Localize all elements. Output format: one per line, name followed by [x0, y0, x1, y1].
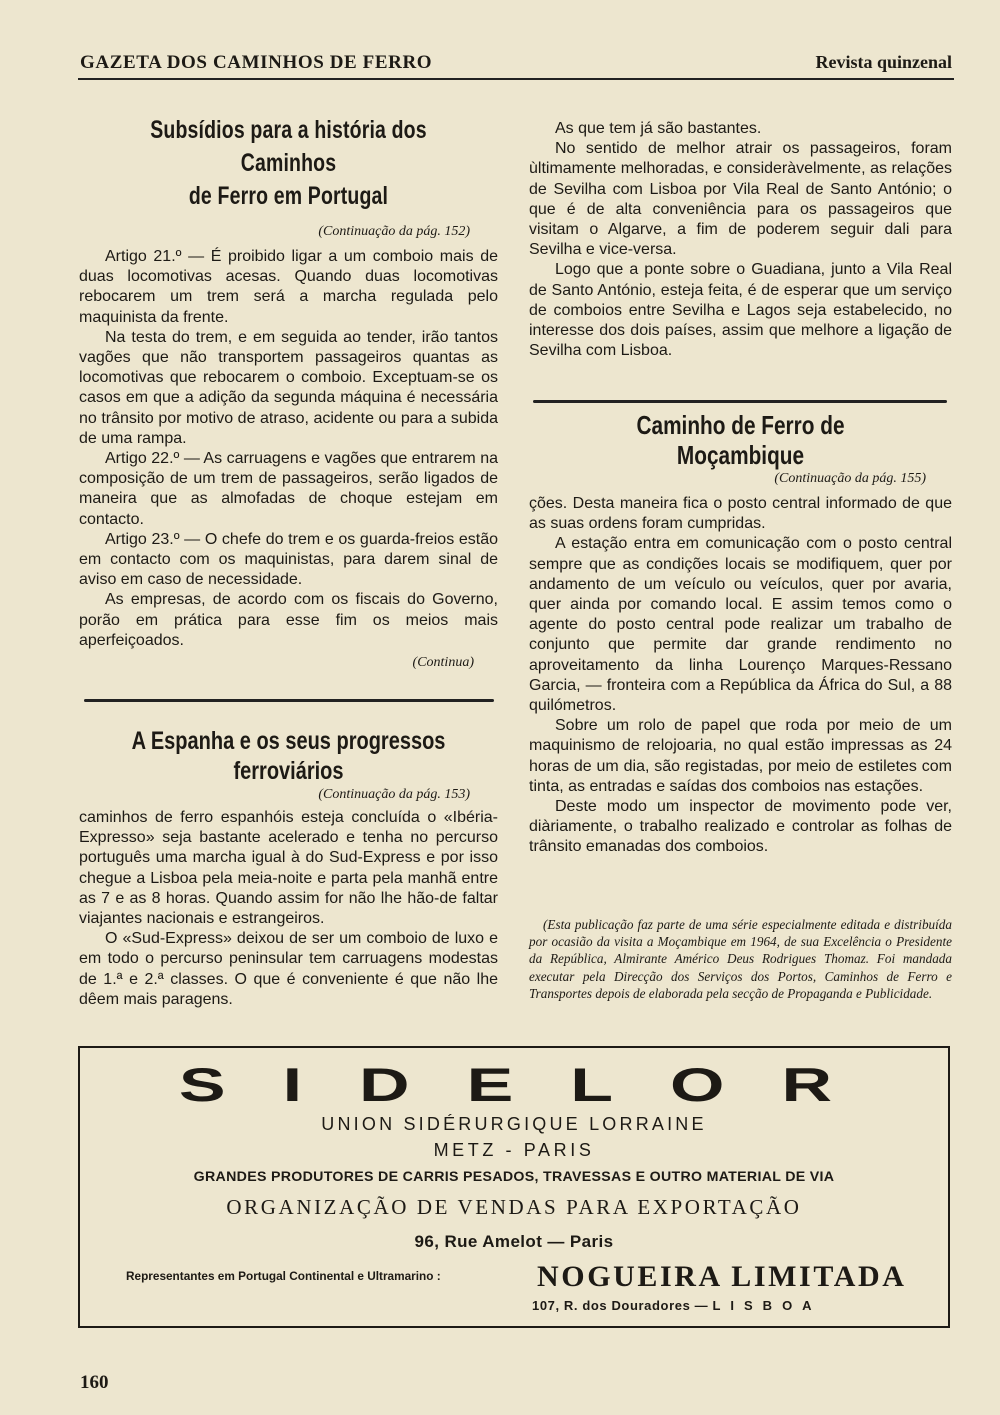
publication-note [529, 916, 952, 1002]
ad-products: GRANDES PRODUTORES DE CARRIS PESADOS, TRAVESSAS E OUTRO MATERIAL DE VIA [193, 1169, 835, 1185]
page-number: 160 [80, 1372, 109, 1393]
paragraph: O «Sud-Express» deixou de ser um comboio de luxo e em todo o percurso peninsular tem carruagens modestas de 1.ª e 2.ª classes. O que é conveniente é que não lhe dêem mais paragens. [79, 930, 498, 1008]
paragraph: Na testa do trem, e em seguida ao tender, irão tantos vagões que não transportem passageiros quantas as locomotivas que rebocarem o comboio. Exceptuam-se os casos em que a adição da segunda máquina é necessária no trânsito por motivo de atraso, acidente ou para a subida de uma rampa. [79, 328, 498, 447]
paragraph: ções. Desta maneira fica o posto central informado de que as suas ordens foram cumpridas. [529, 495, 952, 533]
ad-export-line: ORGANIZAÇÃO DE VENDAS PARA EXPORTAÇÃO [226, 1195, 802, 1219]
ad-brand: SIDELOR [178, 1057, 890, 1111]
paragraph: Artigo 21.º — É proibido ligar a um comboio mais de duas locomotivas acesas. Quando duas locomotivas rebocarem um trem será a marcha regulada pelo maquinista da frente. [79, 248, 498, 326]
paragraph: Artigo 23.º — O chefe do trem e os guarda-freios estão em contacto com os maquinistas, para darem sinal de aviso em caso de necessidade. [79, 530, 498, 589]
ad-representatives: Representantes em Portugal Continental e Ultramarino : [126, 1269, 441, 1283]
ad-cities: METZ - PARIS [433, 1140, 595, 1160]
article-title: Caminho de Ferro de Moçambique [636, 410, 845, 470]
paragraph: Deste modo um inspector de movimento pode ver, diàriamente, o trabalho realizado e controlar as folhas de trânsito emanadas dos comboios. [529, 798, 952, 856]
article-title-line1: Subsídios para a história dos Caminhos [150, 116, 427, 177]
article-title: A Espanha e os seus progressos ferroviários [131, 727, 446, 785]
page-header [80, 50, 952, 76]
continuation-note: (Continuação da pág. 155) [774, 471, 926, 486]
section-divider [533, 400, 947, 403]
paragraph: As que tem já são bastantes. [555, 120, 762, 137]
paragraph: Sobre um rolo de papel que roda por meio de um maquinismo de relojoaria, no qual estão impressas as 24 horas de um dia, são registadas, por meio de estiletes com tinta, as entradas e saídas dos comboios nas estações. [529, 717, 952, 795]
ad-agent-city: LISBOA [712, 1298, 822, 1313]
note-text: (Esta publicação faz parte de uma série especialmente editada e distribuída por ocasião da visita a Moçambique em 1964, de sua Excelência o Presidente da República, Almirante Américo Deus Rodrigues Thomaz. Foi mandada executar pela Direcção dos Serviços dos Portos, Caminhos de Ferro e Transportes depois de elaborada pela secção de Propaganda e Publicidade. [529, 917, 952, 1001]
article-title-line2: de Ferro em Portugal [188, 182, 389, 210]
publication-subtitle: Revista quinzenal [815, 52, 952, 72]
continuation-note: (Continuação da pág. 152) [318, 224, 470, 239]
paragraph: caminhos de ferro espanhóis esteja concluída o «Ibéria-Expresso» seja bastante acelerado e tenha no percurso português uma marcha igual à do Sud-Express e por isso chegue a Lisboa pela meia-noite e parta pela manhã entre as 7 e as 8 horas. Quando assim for não lhe hão-de faltar viajantes nacionais e estrangeiros. [79, 809, 498, 928]
ad-agent: NOGUEIRA LIMITADA [537, 1260, 907, 1293]
paragraph: A estação entra em comunicação com o posto central sempre que as condições locais se modifiquem, quer por andamento de um veículo ou veículos, quer por avaria, quer ainda por comando local. E assim temos como o agente do posto central pode realizar um trabalho de conjunto que permite dar grande rendimento no aproveitamento da linha Lourenço Marques-Ressano Garcia, — fronteira com a República da África do Sul, a 88 quilómetros. [529, 535, 952, 715]
article-mocambique [529, 410, 952, 858]
ad-agent-street: 107, R. dos Douradores — [532, 1298, 709, 1313]
paragraph: No sentido de melhor atrair os passageiros, foram ùltimamente melhoradas, e consideràvelmente, as relações de Sevilha com Lisboa por Vila Real de Santo António; o que é de alta conveniência para os passageiros que visitam o Algarve, a fim de poderem seguir dali para Sevilha e vice-versa. [529, 140, 952, 259]
paragraph: Logo que a ponte sobre o Guadiana, junto a Vila Real de Santo António, esteja feita, é de esperar que um serviço de comboios entre Sevilha e Lagos seja estabelecido, no interesse dos dois países, assim que melhore a ligação de Sevilha com Lisboa. [529, 261, 952, 360]
ad-company-name: UNION SIDÉRURGIQUE LORRAINE [321, 1114, 707, 1134]
article-subsidios [79, 114, 498, 672]
sidelor-advertisement [78, 1046, 950, 1328]
ad-agent-address-line [532, 1298, 822, 1313]
article-espanha-continued [529, 119, 952, 361]
paragraph: Artigo 22.º — As carruagens e vagões que entrarem na composição de um trem de passageiros, serão ligados de maneira que as almofadas de choque estejam em contacto. [79, 450, 498, 528]
header-rule [78, 78, 954, 80]
article-espanha [79, 726, 498, 1010]
ad-address: 96, Rue Amelot — Paris [414, 1232, 614, 1251]
section-divider [84, 699, 494, 702]
publication-title: GAZETA DOS CAMINHOS DE FERRO [80, 52, 433, 73]
continua-note: (Continua) [412, 655, 474, 671]
paragraph: As empresas, de acordo com os fiscais do Governo, porão em prática para esse fim os meios mais aperfeiçoados. [79, 591, 498, 649]
continuation-note: (Continuação da pág. 153) [318, 787, 470, 802]
